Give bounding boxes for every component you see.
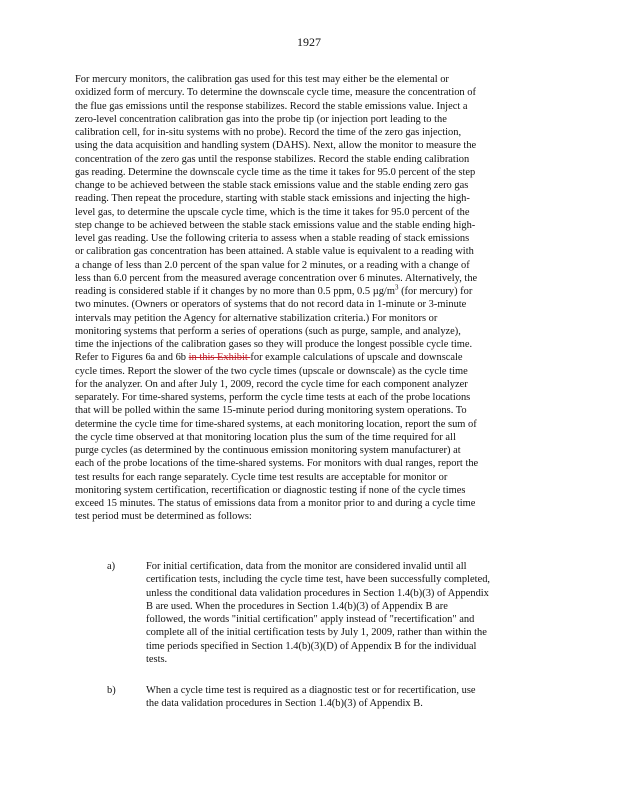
line-text: Refer to Figures 6a and 6b bbox=[75, 352, 189, 364]
body-line: For mercury monitors, the calibration gas used for this test may either be the elemental or bbox=[75, 74, 449, 85]
body-line-figure-reference bbox=[75, 351, 546, 364]
body-line: using the data acquisition and handling system (DAHS). Next, allow the monitor to measure the bbox=[75, 140, 477, 152]
body-line: time the injections of the calibration gases so they will produce the longest possible cycle time. bbox=[75, 339, 473, 350]
body-line: step change to be achieved between the stable stack emissions value and the stable ending high- bbox=[75, 219, 476, 231]
line-text: reading is considered stable if it changes by no more than 0.5 ppm, 0.5 µg/m bbox=[75, 286, 395, 297]
list-line: complete all of the initial certification tests by July 1, 2009, rather than within the bbox=[146, 627, 487, 639]
body-paragraph bbox=[75, 73, 546, 524]
list-item-text bbox=[146, 684, 546, 711]
body-line: or calibration gas concentration has been attained. A stable value is equivalent to a reading with bbox=[75, 246, 474, 258]
body-line: the cycle time observed at that monitoring location plus the sum of the time required for all bbox=[75, 431, 456, 443]
list-line: tests. bbox=[146, 653, 168, 665]
superscript-exponent: 3 bbox=[394, 283, 399, 292]
list-line: time periods specified in Section 1.4(b)(3)(D) of Appendix B for the individual bbox=[146, 640, 477, 652]
body-line: exceed 15 minutes. The status of emissions data from a monitor prior to and during a cycle time bbox=[75, 498, 476, 509]
body-line: zero-level concentration calibration gas into the probe tip (or injection port leading to the bbox=[75, 113, 447, 125]
list-item-text bbox=[146, 560, 546, 666]
body-line: less than 6.0 percent from the measured average concentration over 6 minutes. Alternatively, the bbox=[75, 272, 478, 284]
list-marker: b) bbox=[107, 685, 116, 696]
body-line: two minutes. (Owners or operators of systems that do not record data in 1-minute or 3-minute bbox=[75, 299, 467, 311]
body-line: gas reading. Determine the downscale cycle time as the time it takes for 95.0 percent of the step bbox=[75, 166, 476, 178]
list-line: B are used. When the procedures in Section 1.4(b)(3) of Appendix B are bbox=[146, 600, 448, 612]
page-number: 1927 bbox=[297, 35, 321, 49]
body-line: purge cycles (as determined by the continuous emission monitoring system manufacturer) at bbox=[75, 445, 461, 456]
list-marker: a) bbox=[107, 561, 116, 572]
list-line: When a cycle time test is required as a diagnostic test or for recertification, use bbox=[146, 685, 476, 696]
body-line: test results for each range separately. Cycle time test results are acceptable for monitor or bbox=[75, 471, 448, 483]
list-line: followed, the words "initial certification" apply instead of "recertification" and bbox=[146, 614, 475, 625]
list-line: For initial certification, data from the monitor are considered invalid until all bbox=[146, 561, 467, 572]
body-line: for the analyzer. On and after July 1, 2009, record the cycle time for each component analyzer bbox=[75, 378, 468, 390]
body-line: determine the cycle time for time-shared systems, at each monitoring location, report the sum of bbox=[75, 418, 477, 430]
list-line: the data validation procedures in Section 1.4(b)(3) of Appendix B. bbox=[146, 698, 423, 710]
list-line: unless the conditional data validation procedures in Section 1.4(b)(3) of Appendix bbox=[146, 587, 489, 599]
body-line: cycle times. Report the slower of the two cycle times (upscale or downscale) as the cycle time bbox=[75, 365, 468, 377]
body-line: the flue gas emissions until the response stabilizes. Record the stable emissions value. Inject a bbox=[75, 100, 468, 112]
body-line: that will be polled within the same 15-minute period during monitoring system operations. To bbox=[75, 405, 467, 417]
body-line: separately. For time-shared systems, perform the cycle time tests at each of the probe locations bbox=[75, 392, 471, 403]
body-line: monitoring systems that perform a series of operations (such as purge, sample, and analyze), bbox=[75, 325, 461, 337]
line-text: for example calculations of upscale and downscale bbox=[250, 352, 463, 364]
body-line: level gas reading. Use the following criteria to assess when a stable reading of stack emissions bbox=[75, 233, 470, 244]
body-line: each of the probe locations of the time-shared systems. For monitors with dual ranges, report the bbox=[75, 458, 479, 470]
body-line: intervals may petition the Agency for alternative stabilization criteria.) For monitors or bbox=[75, 312, 438, 324]
body-line: oxidized form of mercury. To determine the downscale cycle time, measure the concentration of bbox=[75, 87, 476, 99]
line-text: (for mercury) for bbox=[398, 286, 473, 297]
body-line: a change of less than 2.0 percent of the span value for 2 minutes, or a reading with a change of bbox=[75, 259, 470, 271]
body-line: calibration cell, for in-situ systems with no probe). Record the time of the zero gas injection, bbox=[75, 127, 462, 138]
body-line: change to be achieved between the stable stack emissions value and the stable ending zero gas bbox=[75, 180, 469, 191]
struck-text: in this Exhibit bbox=[188, 352, 251, 364]
body-line: test period must be determined as follows: bbox=[75, 511, 252, 523]
list-line: certification tests, including the cycle time test, have been successfully completed, bbox=[146, 574, 491, 586]
body-line: monitoring system certification, recertification or diagnostic testing if none of the cycle times bbox=[75, 484, 466, 496]
body-line: level gas, to determine the upscale cycle time, which is the time it takes for 95.0 percent of the bbox=[75, 206, 470, 218]
body-line: concentration of the zero gas until the response stabilizes. Record the stable ending calibration bbox=[75, 153, 470, 165]
body-line: reading. Then repeat the procedure, starting with stable stack emissions and injecting the high- bbox=[75, 193, 470, 205]
body-line-stability-units bbox=[75, 285, 546, 298]
